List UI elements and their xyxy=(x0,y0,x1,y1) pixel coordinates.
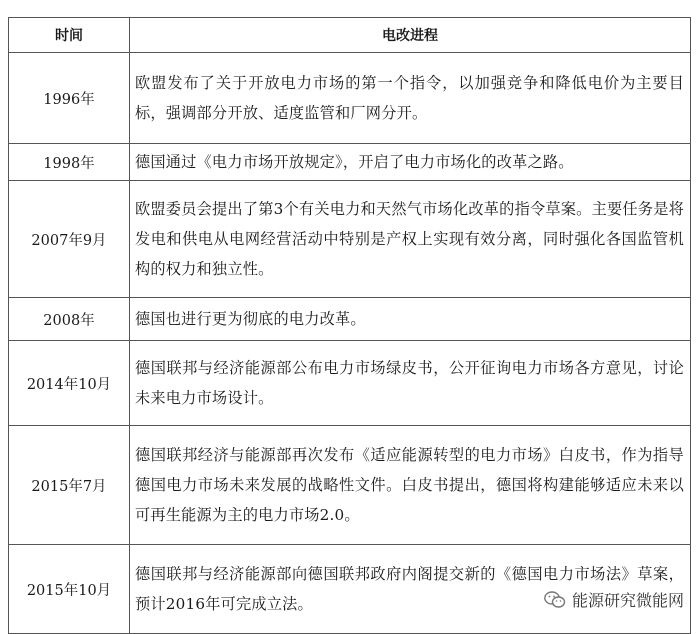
header-progress: 电改进程 xyxy=(130,18,691,53)
wechat-icon xyxy=(544,591,566,609)
row-event: 德国通过《电力市场开放规定》，开启了电力市场化的改革之路。 xyxy=(130,144,691,181)
watermark-text: 能源研究微能网 xyxy=(571,591,684,610)
wechat-watermark xyxy=(540,586,688,613)
row-year: 2007年9月 xyxy=(9,181,130,298)
row-event: 德国联邦与经济能源部向德国联邦政府内阁提交新的《德国电力市场法》草案，预计2016年可完成立法。 xyxy=(130,545,691,634)
row-year: 2015年7月 xyxy=(9,426,130,545)
row-event: 欧盟发布了关于开放电力市场的第一个指令，以加强竞争和降低电价为主要目标，强调部分开放、适度监管和厂网分开。 xyxy=(130,53,691,144)
table-row xyxy=(9,144,691,181)
table-header-row xyxy=(9,18,691,53)
row-year: 2008年 xyxy=(9,298,130,341)
row-event: 德国也进行更为彻底的电力改革。 xyxy=(130,298,691,341)
table-row xyxy=(9,426,691,545)
timeline-table-container xyxy=(8,17,690,634)
header-time: 时间 xyxy=(9,18,130,53)
row-year: 1998年 xyxy=(9,144,130,181)
table-row xyxy=(9,181,691,298)
table-row xyxy=(9,53,691,144)
table-row xyxy=(9,341,691,426)
row-event: 德国联邦经济与能源部再次发布《适应能源转型的电力市场》白皮书，作为指导德国电力市场未来发展的战略性文件。白皮书提出，德国将构建能够适应未来以可再生能源为主的电力市场2.0。 xyxy=(130,426,691,545)
table-row xyxy=(9,298,691,341)
row-year: 2015年10月 xyxy=(9,545,130,634)
power-reform-timeline-table xyxy=(8,17,691,634)
row-year: 1996年 xyxy=(9,53,130,144)
row-event: 德国联邦与经济能源部公布电力市场绿皮书，公开征询电力市场各方意见，讨论未来电力市场设计。 xyxy=(130,341,691,426)
row-year: 2014年10月 xyxy=(9,341,130,426)
row-event: 欧盟委员会提出了第3个有关电力和天然气市场化改革的指令草案。主要任务是将发电和供电从电网经营活动中特别是产权上实现有效分离，同时强化各国监管机构的权力和独立性。 xyxy=(130,181,691,298)
